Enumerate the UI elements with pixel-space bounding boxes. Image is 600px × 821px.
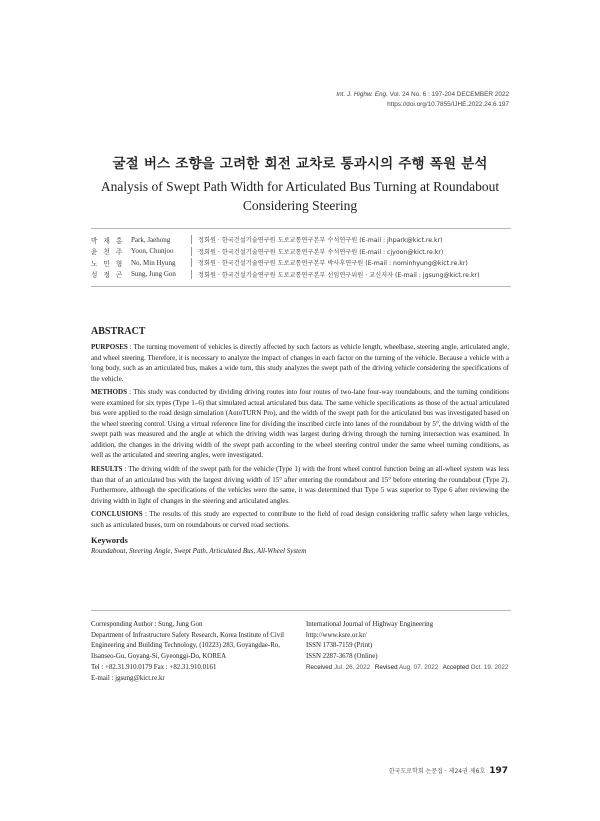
author-name-korean: 노 민 형 <box>91 259 125 268</box>
author-name-korean: 성 정 곤 <box>91 271 125 280</box>
author-row <box>91 257 511 269</box>
methods-paragraph <box>91 387 509 461</box>
journal-korean-name: 한국도로학회 논문집 · 제24권 제6호 <box>388 768 486 775</box>
results-paragraph <box>91 464 509 506</box>
journal-info-block <box>306 620 516 674</box>
author-row <box>91 269 511 281</box>
conclusions-text: : The results of this study are expected to contribute to the field of road design considering traffic safety when large vehicles, such as articulated buses, turn on roundabouts or curved road sections. <box>91 510 509 529</box>
volume-info: Vol. 24 No. 6 : 197-204 DECEMBER 2022 <box>387 91 509 98</box>
address-line: Ilsanseo-Gu, Goyang-Si, Gyeonggi-Do, KOREA <box>91 653 227 661</box>
phone-fax-line: Tel : +82.31.910.0179 Fax : +82.31.910.0161 <box>91 663 217 671</box>
author-affiliation: 정회원 · 한국건설기술연구원 도로교통연구본부 수석연구원 (E-mail : jhpark@kict.re.kr) <box>191 235 443 244</box>
footer-rule <box>91 610 511 611</box>
abstract-heading: ABSTRACT <box>91 326 146 337</box>
author-affiliation: 정회원 · 한국건설기술연구원 도로교통연구본부 선임연구위원 · 교신저자 (E-mail : jgsung@kict.re.kr) <box>191 270 480 279</box>
author-row <box>91 234 511 246</box>
corresponding-author: Corresponding Author : Sung, Jung Gon <box>91 621 203 628</box>
revised-label: Revised <box>374 663 398 671</box>
author-bottom-rule <box>91 286 511 287</box>
conclusions-label: CONCLUSIONS <box>91 510 143 519</box>
author-name-english: Park, Jaehong <box>131 235 171 244</box>
purposes-text: : The turning movement of vehicles is directly affected by such factors as vehicle length, wheelbase, steering angle, articulated angle, and wheel steering. Therefore, it is necessary to analyze the impact of changes in each factor on the turning of the vehicle. Because a vehicle with a long body, such as an articulated bus, makes a wide turn, this study analyzes the swept path of the driving vehicle considering the specifications of the vehicle. <box>91 343 509 383</box>
issn-print: ISSN 1738-7159 (Print) <box>306 642 373 650</box>
accepted-date: Oct. 19. 2022 <box>470 663 509 671</box>
purposes-paragraph <box>91 342 509 384</box>
issn-online: ISSN 2287-3678 (Online) <box>306 653 378 661</box>
department-line: Department of Infrastructure Safety Research, Korea Institute of Civil <box>91 631 285 639</box>
page-number: 197 <box>489 766 508 776</box>
abstract-section <box>91 326 509 557</box>
author-top-rule <box>91 228 511 229</box>
journal-url[interactable]: http://www.ksre.or.kr/ <box>306 631 367 639</box>
title-english: Analysis of Swept Path Width for Articulated Bus Turning at Roundabout Considering Steering <box>100 179 500 213</box>
author-name-korean: 윤 천 주 <box>91 248 125 257</box>
journal-reference <box>336 90 509 110</box>
accepted-label: Accepted <box>442 663 469 671</box>
journal-name: Int. J. Highw. Eng. <box>336 91 388 98</box>
methods-label: METHODS <box>91 388 128 397</box>
article-dates <box>306 663 516 674</box>
author-name-english: Yoon, Chunjoo <box>131 247 174 256</box>
author-name-english: Sung, Jung Gon <box>131 270 176 279</box>
author-affiliation: 정회원 · 한국건설기술연구원 도로교통연구본부 수석연구원 (E-mail : cjyoon@kict.re.kr) <box>191 247 443 256</box>
author-name-korean: 박 재 홍 <box>91 236 125 245</box>
received-date: Jul. 26. 2022 <box>334 663 371 671</box>
keywords-list: Roundabout, Steering Angle, Swept Path, Articulated Bus, All-Wheel System <box>91 547 307 556</box>
page-footer <box>389 766 508 776</box>
methods-text: : This study was conducted by dividing driving routes into four routes of two-lane four-way roundabouts, and the turning conditions were examined for six types (Type 1–6) that simulated actual articulated bus data. The same vehicle specifications as those of the actual articulated bus were applied to the road design simulation (AutoTURN Pro), and the width of the swept path for the articulated bus was investigated based on the wheel steering control. Using a virtual reference line for dividing the inscribed circle into lanes of the roundabout by 5°, the driving width of the swept path was measured and the angle at which the driving width was largest during driving through the turning intersection was examined. In addition, the changes in the driving width of the swept path according to the wheel steering control under the same wheel turning conditions, as well as the articulated and steering angles, were investigated. <box>91 388 509 460</box>
doi-link[interactable]: https://doi.org/10.7855/IJHE.2022.24.6.197 <box>387 101 509 108</box>
corresponding-author-block <box>91 620 301 684</box>
results-text: : The driving width of the swept path for the vehicle (Type 1) with the front wheel control function being an all-wheel system was less than that of an articulated bus with the largest driving width of 15° after entering the roundabout and 15° before entering the roundabout (Type 2). Furthermore, although the specifications of the vehicles were the same, it was determined that Type 5 was superior to Type 6 after reviewing the driving width in light of changes in the steering and articulated angles. <box>91 465 509 505</box>
address-line: Engineering and Building Technology, (10223) 283, Goyangdae-Ro, <box>91 642 280 650</box>
purposes-label: PURPOSES <box>91 343 128 351</box>
email-line[interactable]: E-mail : jgsung@kict.re.kr <box>91 674 165 682</box>
results-label: RESULTS <box>91 465 123 474</box>
author-list <box>91 234 511 280</box>
revised-date: Aug. 07. 2022 <box>398 663 439 671</box>
author-name-english: No, Min Hyung <box>131 258 176 267</box>
title-korean: 굴절 버스 조향을 고려한 회전 교차로 통과시의 주행 폭원 분석 <box>112 156 488 172</box>
keywords-heading: Keywords <box>91 535 128 546</box>
journal-full-name: International Journal of Highway Engineering <box>306 621 434 628</box>
conclusions-paragraph <box>91 509 509 530</box>
author-row <box>91 246 511 258</box>
received-label: Received <box>306 663 333 671</box>
author-affiliation: 정회원 · 한국건설기술연구원 도로교통연구본부 박사후연구원 (E-mail : nominhyung@kict.re.kr) <box>191 258 468 267</box>
